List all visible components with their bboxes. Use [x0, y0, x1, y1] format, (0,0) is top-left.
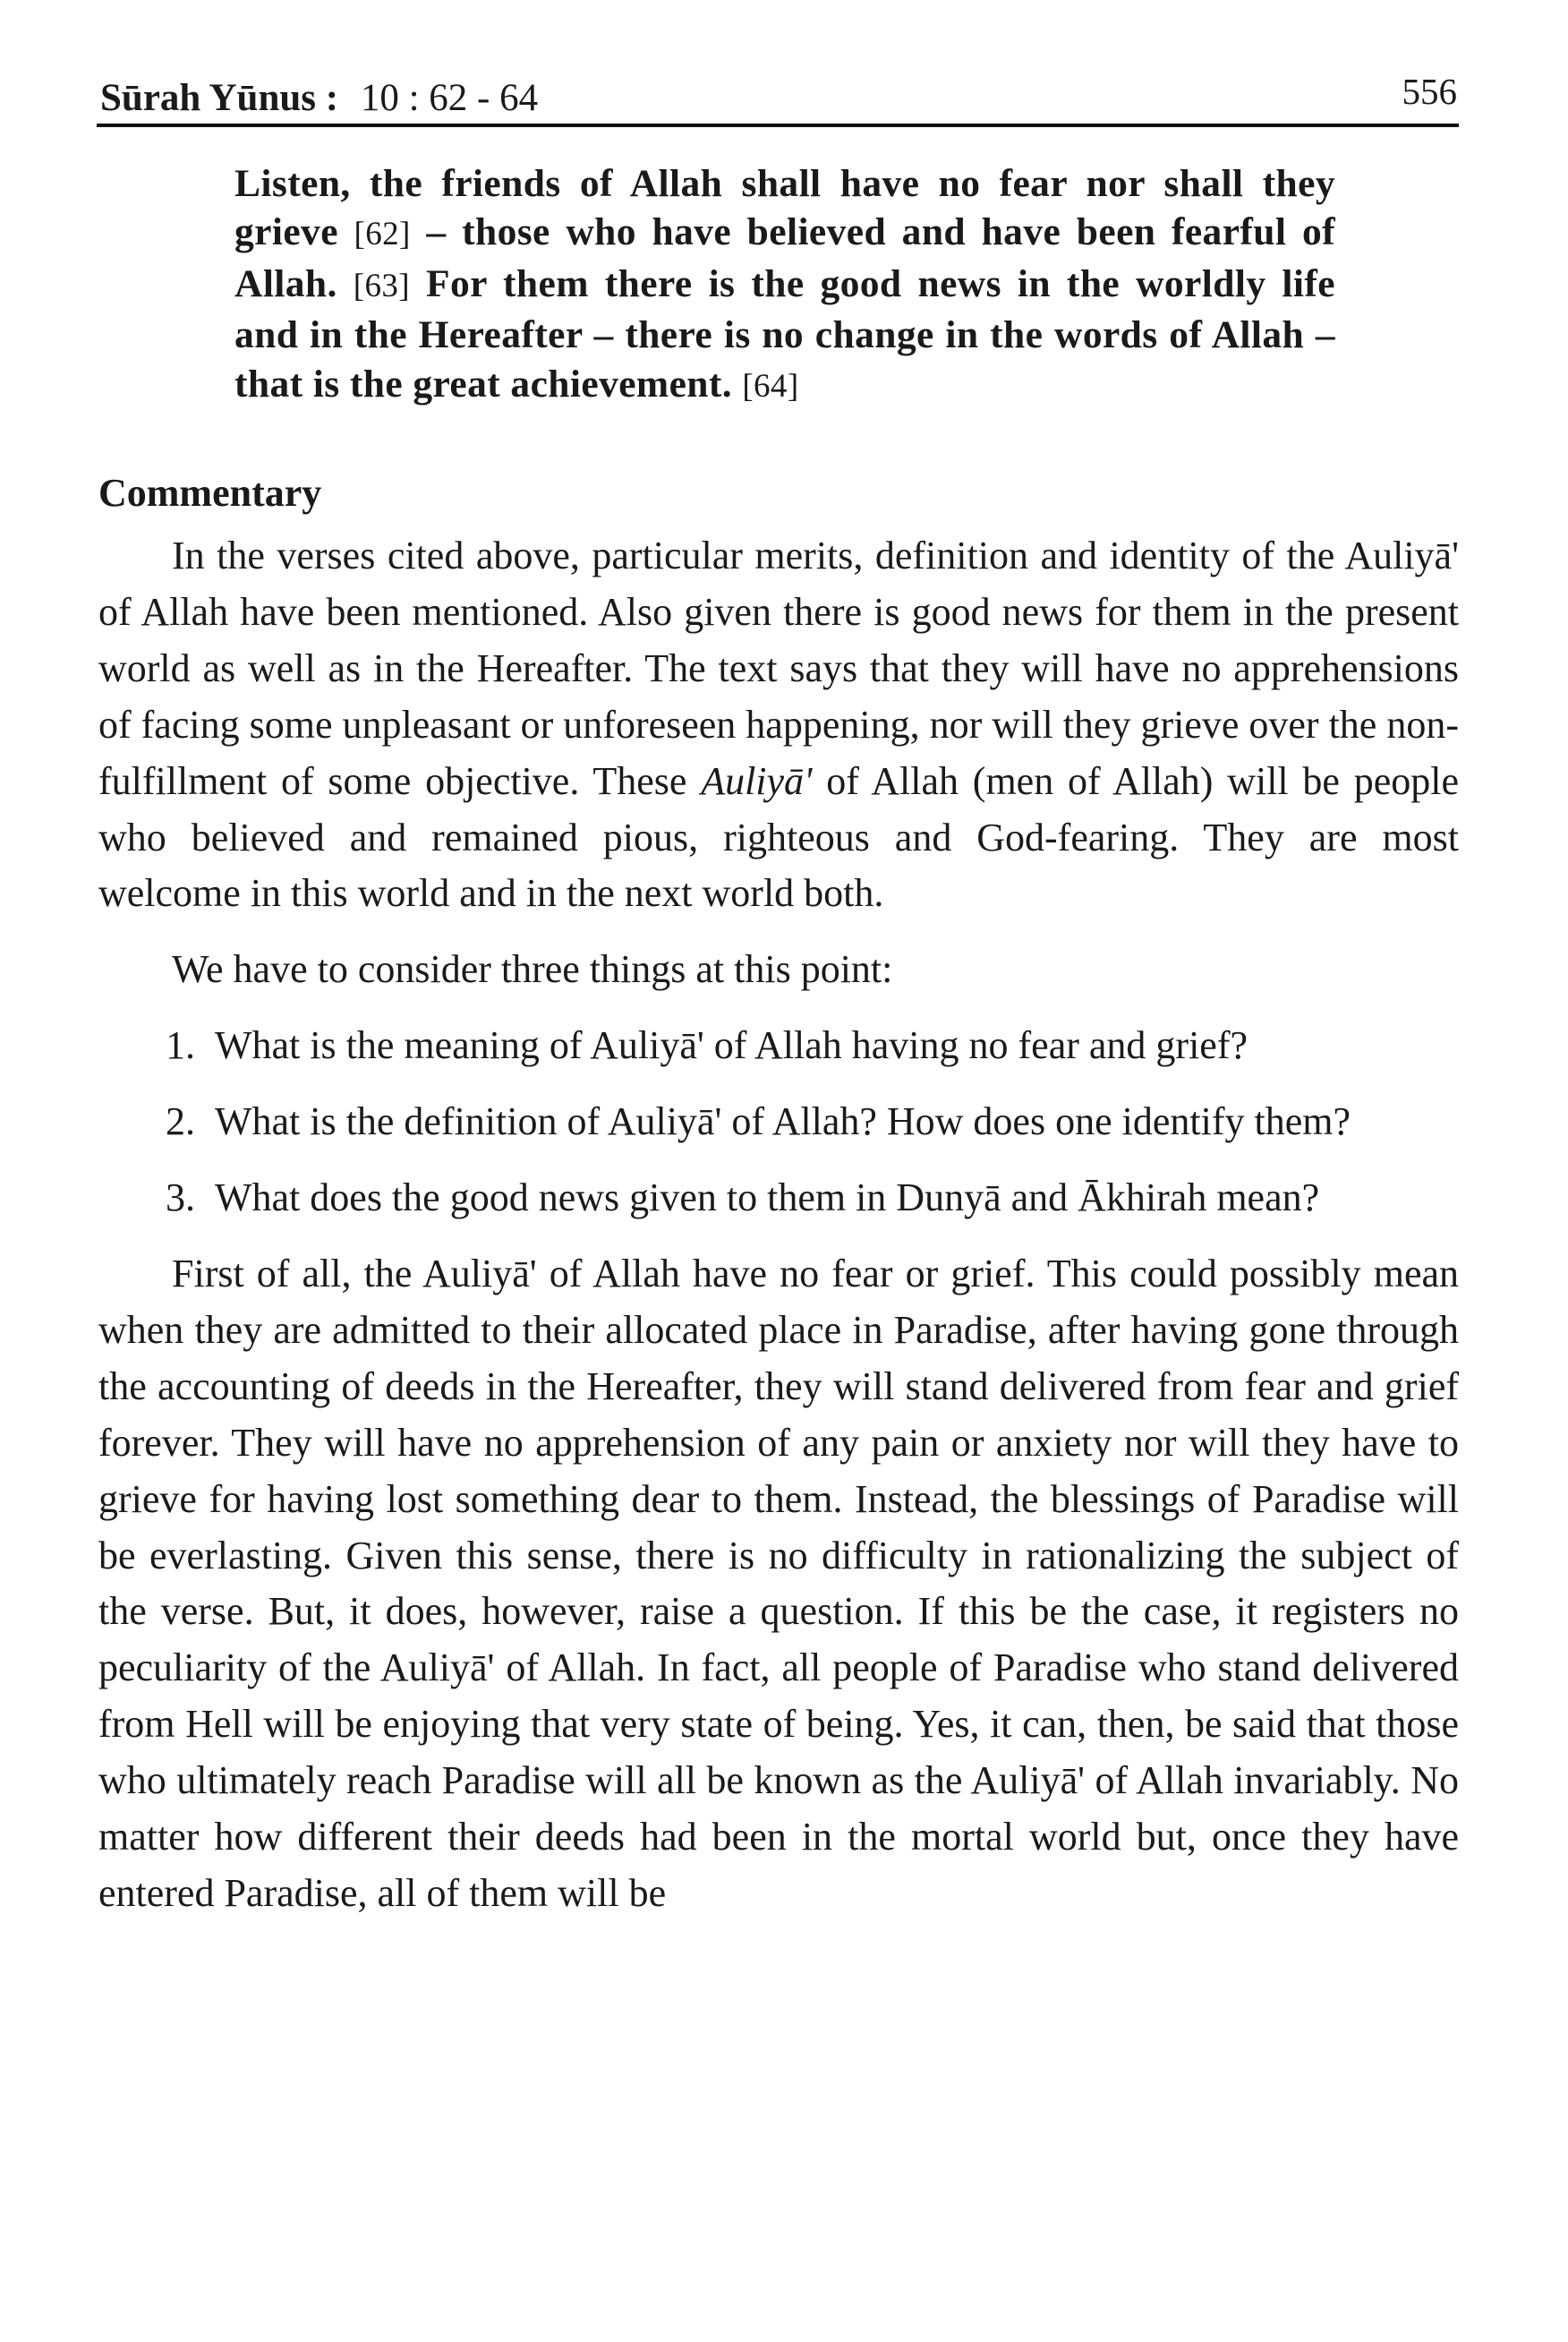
running-head — [100, 76, 538, 120]
paragraph-intro-commentary — [98, 528, 1459, 922]
para1-italic-term: Auliyā' — [701, 758, 813, 803]
commentary-heading: Commentary — [98, 471, 322, 515]
list-item-text: What is the meaning of Auliyā' of Allah having no fear and grief? — [215, 1023, 1248, 1068]
verse-ref-64: [64] — [742, 367, 799, 405]
translation-part-3: For them there is the good news in the worldly life and in the Hereafter – there is no change in the words of Allah – that is the great achievement. — [234, 261, 1335, 406]
translation-part-1: Listen, the friends of Allah shall have no fear nor shall they grieve — [234, 162, 1335, 254]
list-item-text: What does the good news given to them in Dunyā and Ākhirah mean? — [215, 1175, 1320, 1220]
verse-range: 10 : 62 - 64 — [360, 77, 539, 119]
list-intro: We have to consider three things at this point: — [172, 947, 893, 992]
questions-list — [98, 1018, 1459, 1227]
list-item-number: 2. — [166, 1099, 195, 1144]
para1-text-a: In the verses cited above, particular merits, definition and identity of the Auliyā' of Allah have been mentioned. Also given there is good news for them in the present world as well as in the Hereafter. The text says that they will have no apprehensions of facing some unpleasant or unforeseen happening, nor will they grieve over the non-fulfillment of some objective. These — [98, 534, 1459, 803]
list-item-number: 3. — [166, 1175, 195, 1220]
list-item-text: What is the definition of Auliyā' of Allah? How does one identify them? — [215, 1099, 1351, 1144]
commentary-body — [98, 528, 1459, 1922]
list-item — [98, 1170, 1459, 1227]
verse-ref-62: [62] — [354, 216, 411, 253]
para1-text-b: of Allah (men of Allah) will be people who believed and remained pious, righteous and God-fearing. They are most welcome in this world and in the next world both. — [98, 758, 1460, 916]
surah-title: Sūrah Yūnus : — [100, 77, 339, 119]
page-number: 556 — [1402, 71, 1457, 112]
paragraph-first-of-all: First of all, the Auliyā' of Allah have no fear or grief. This could possibly mean when they are admitted to their allocated place in Paradise, after having gone through the accounting of deeds in the Hereafter, they will stand delivered from fear and grief forever. They will have no apprehension of any pain or anxiety nor will they have to grieve for having lost something dear to them. Instead, the blessings of Paradise will be everlasting. Given this sense, there is no difficulty in rationalizing the subject of the verse. But, it does, however, raise a question. If this be the case, it registers no peculiarity of the Auliyā' of Allah. In fact, all people of Paradise who stand delivered from Hell will be enjoying that very state of being. Yes, it can, then, be said that those who ultimately reach Paradise will all be known as the Auliyā' of Allah invariably. No matter how different their deeds had been in the mortal world but, once they have entered Paradise, all of them will be — [98, 1251, 1459, 1915]
verse-translation — [234, 159, 1335, 411]
translation-part-2: – those who have believed and have been fearful of Allah. — [234, 210, 1335, 305]
list-item — [98, 1094, 1459, 1150]
list-item — [98, 1018, 1459, 1074]
verse-ref-63: [63] — [353, 267, 411, 304]
page-header — [97, 70, 1459, 127]
list-item-number: 1. — [166, 1023, 195, 1068]
